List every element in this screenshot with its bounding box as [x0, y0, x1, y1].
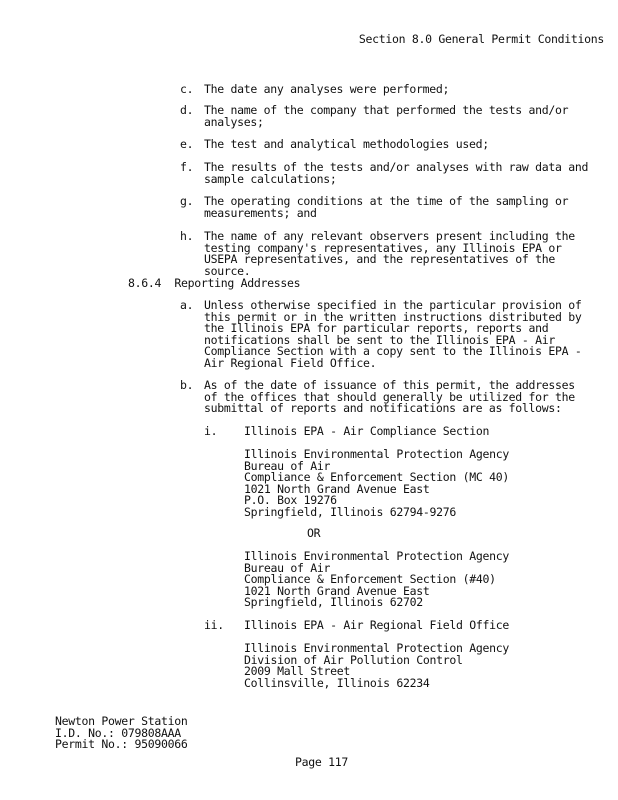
list-marker: b.	[180, 378, 194, 392]
list-item-text: The results of the tests and/or analyses with raw data and sample calculations;	[204, 160, 589, 186]
footer-block	[55, 716, 187, 751]
list-item-text: The operating conditions at the time of the sampling or measurements; and	[204, 194, 569, 220]
address-line: P.O. Box 19276	[244, 493, 337, 507]
page-number: Page 117	[295, 755, 348, 769]
address-title-i: Illinois EPA - Air Compliance Section	[244, 424, 490, 438]
page-header: Section 8.0 General Permit Conditions	[358, 32, 604, 46]
address-line: Illinois Environmental Protection Agency	[244, 549, 509, 563]
list-marker: d.	[180, 103, 194, 117]
list-item-text: The date any analyses were performed;	[204, 82, 450, 96]
address-line: 1021 North Grand Avenue East	[244, 583, 430, 598]
footer-station: Newton Power Station	[55, 714, 188, 728]
list-marker: a.	[180, 298, 194, 312]
list-marker: e.	[180, 137, 194, 151]
address-block	[244, 643, 509, 689]
address-block	[244, 449, 509, 518]
footer-id-number: I.D. No.: 079808AAA	[55, 725, 181, 740]
list-item-text: The name of the company that performed the tests and/or analyses;	[204, 103, 569, 129]
or-separator: OR	[307, 526, 321, 540]
list-marker: h.	[180, 229, 194, 243]
address-block	[244, 551, 509, 609]
footer-permit-number: Permit No.: 95090066	[55, 737, 188, 751]
address-line: Bureau of Air	[244, 560, 331, 575]
list-item-text: The test and analytical methodologies used;	[204, 137, 489, 151]
address-line: Illinois Environmental Protection Agency	[244, 447, 509, 461]
address-line: Springfield, Illinois 62702	[244, 595, 423, 609]
address-line: Compliance & Enforcement Section (#40)	[244, 572, 496, 586]
list-marker: g.	[180, 194, 194, 208]
section-number: 8.6.4	[128, 276, 162, 290]
list-marker: c.	[180, 82, 194, 96]
address-line: 2009 Mall Street	[244, 664, 350, 678]
address-line: Division of Air Pollution Control	[244, 652, 463, 667]
list-item-text: Unless otherwise specified in the particular provision of this permit or in the written instructions distributed by the Illinois EPA for particular reports, reports and notifications shall be sent to the Illinois EPA - Air Compliance Section with a copy sent to the Illinois EPA - Air Regional Field Office.	[204, 298, 582, 370]
address-marker-i: i.	[204, 424, 218, 438]
address-title-ii: Illinois EPA - Air Regional Field Office	[244, 618, 509, 632]
list-item-text: The name of any relevant observers present including the testing company's representatives, any Illinois EPA or USEPA representatives, and the representatives of the source.	[204, 229, 575, 278]
section-title: Reporting Addresses	[174, 276, 301, 290]
address-line: Collinsville, Illinois 62234	[244, 675, 430, 690]
address-marker-ii: ii.	[204, 618, 224, 632]
list-marker: f.	[180, 160, 194, 174]
address-line: Compliance & Enforcement Section (MC 40)	[244, 470, 509, 484]
section-heading	[128, 278, 300, 290]
list-item-text: As of the date of issuance of this permit, the addresses of the offices that should generally be utilized for the submittal of reports and notifications are as follows:	[204, 378, 575, 415]
address-line: 1021 North Grand Avenue East	[244, 481, 430, 496]
address-line: Bureau of Air	[244, 458, 331, 473]
address-line: Illinois Environmental Protection Agency	[244, 641, 509, 655]
address-line: Springfield, Illinois 62794-9276	[244, 504, 456, 519]
